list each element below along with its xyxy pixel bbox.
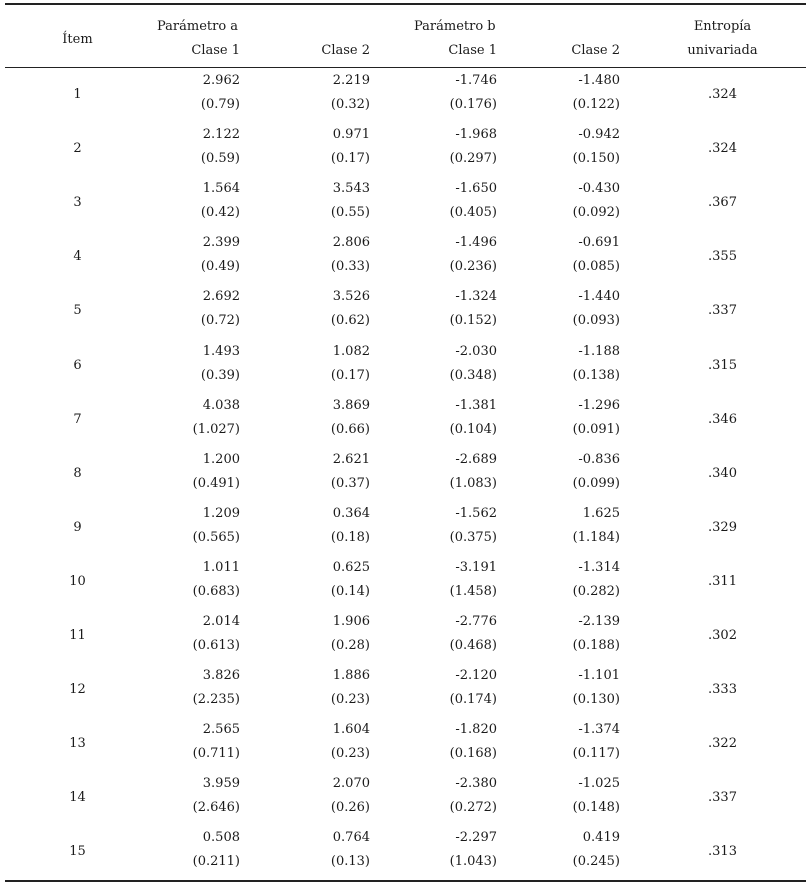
param-a-clase1-estimate: 0.508 — [202, 830, 240, 846]
param-a-clase2-std-error: (0.55) — [330, 205, 370, 221]
entropy-value: .333 — [708, 682, 737, 698]
param-b-clase1-estimate: -1.496 — [455, 235, 497, 251]
param-a-clase1-estimate: 4.038 — [202, 397, 240, 413]
param-a-clase1-estimate: 2.692 — [202, 289, 240, 305]
item-number: 1 — [73, 87, 82, 102]
param-b-clase2-std-error: (0.138) — [572, 367, 620, 383]
param-a-clase2-estimate: 2.070 — [332, 776, 370, 792]
param-a-clase1-std-error: (2.646) — [192, 800, 240, 816]
param-b-clase1-estimate: -2.776 — [455, 614, 497, 629]
param-b-clase2-estimate: -0.836 — [578, 451, 620, 467]
param-b-clase1-estimate: -1.324 — [455, 289, 497, 305]
header-entropy-line1: Entropía — [693, 19, 752, 34]
param-a-clase2-std-error: (0.33) — [330, 259, 370, 275]
table-row — [5, 556, 806, 610]
param-b-clase1-estimate: -2.380 — [455, 776, 497, 792]
param-a-clase2-std-error: (0.66) — [330, 421, 370, 437]
table-row — [5, 69, 806, 123]
table-row — [5, 231, 806, 285]
entropy-value: .329 — [708, 519, 737, 535]
param-a-clase2-std-error: (0.17) — [330, 151, 370, 167]
param-b-clase2-estimate: -1.025 — [578, 776, 620, 792]
param-b-clase2-std-error: (0.117) — [572, 746, 620, 762]
param-b-clase1-std-error: (0.272) — [449, 800, 497, 816]
entropy-value: .302 — [708, 628, 737, 643]
param-b-clase2-std-error: (0.282) — [572, 583, 620, 599]
param-b-clase1-estimate: -1.381 — [455, 397, 497, 413]
param-a-clase1-std-error: (0.491) — [192, 475, 240, 491]
entropy-value: .311 — [708, 573, 737, 589]
entropy-value: .324 — [708, 141, 737, 157]
item-number: 5 — [73, 303, 82, 319]
param-a-clase1-std-error: (0.211) — [192, 854, 240, 870]
param-a-clase1-std-error: (0.683) — [192, 583, 240, 599]
param-a-clase1-std-error: (0.565) — [192, 529, 240, 545]
param-b-clase1-std-error: (0.174) — [449, 692, 497, 708]
param-b-clase1-std-error: (0.348) — [449, 367, 497, 383]
param-a-clase2-estimate: 2.621 — [332, 451, 370, 467]
param-b-clase1-estimate: -1.746 — [455, 73, 497, 88]
param-a-clase2-std-error: (0.14) — [330, 583, 370, 599]
table-bottom-rule — [5, 880, 806, 882]
param-b-clase2-estimate: 1.625 — [582, 505, 620, 521]
table-row — [5, 177, 806, 231]
param-a-clase1-std-error: (0.59) — [200, 151, 240, 167]
param-b-clase1-std-error: (1.458) — [449, 583, 497, 599]
entropy-value: .367 — [708, 195, 737, 211]
item-number: 14 — [69, 790, 86, 806]
param-a-clase1-std-error: (0.711) — [192, 746, 240, 762]
param-a-clase2-estimate: 3.526 — [332, 289, 370, 305]
param-a-clase1-estimate: 1.200 — [202, 451, 240, 467]
param-a-clase1-estimate: 1.493 — [202, 343, 240, 359]
table-row — [5, 826, 806, 880]
item-number: 3 — [73, 195, 82, 211]
param-b-clase1-std-error: (0.152) — [449, 313, 497, 329]
table-row — [5, 285, 806, 339]
param-a-clase2-std-error: (0.23) — [330, 746, 370, 762]
param-a-clase2-std-error: (0.62) — [330, 313, 370, 329]
table-row — [5, 394, 806, 448]
header-b-clase1: Clase 1 — [448, 43, 497, 58]
param-b-clase2-estimate: 0.419 — [582, 830, 620, 846]
param-b-clase2-estimate: -1.314 — [578, 559, 620, 575]
param-b-clase1-estimate: -2.689 — [455, 451, 497, 467]
table-row — [5, 448, 806, 502]
param-a-clase1-estimate: 2.565 — [202, 722, 240, 738]
header-entropy-line2: univariada — [687, 43, 758, 58]
param-a-clase2-estimate: 0.764 — [332, 830, 370, 846]
param-a-clase2-estimate: 2.219 — [332, 73, 370, 88]
param-b-clase2-estimate: -1.480 — [578, 73, 620, 88]
header-b-clase2: Clase 2 — [571, 43, 620, 58]
item-number: 8 — [73, 465, 82, 481]
entropy-value: .346 — [708, 411, 737, 427]
param-a-clase1-std-error: (1.027) — [192, 421, 240, 437]
param-a-clase2-estimate: 0.625 — [332, 559, 370, 575]
param-b-clase2-estimate: -2.139 — [578, 614, 620, 629]
entropy-value: .340 — [708, 465, 737, 481]
param-b-clase1-std-error: (0.405) — [449, 205, 497, 221]
table-row — [5, 610, 806, 664]
param-b-clase2-std-error: (0.148) — [572, 800, 620, 816]
param-b-clase2-estimate: -1.188 — [578, 343, 620, 359]
param-a-clase2-std-error: (0.37) — [330, 475, 370, 491]
param-a-clase2-estimate: 2.806 — [332, 235, 370, 251]
param-b-clase2-std-error: (0.188) — [572, 638, 620, 653]
param-a-clase1-std-error: (0.49) — [200, 259, 240, 275]
entropy-value: .322 — [708, 736, 737, 752]
header-a-clase2: Clase 2 — [321, 43, 370, 58]
param-b-clase2-std-error: (0.092) — [572, 205, 620, 221]
param-a-clase2-std-error: (0.23) — [330, 692, 370, 708]
item-number: 6 — [73, 357, 82, 373]
param-a-clase2-estimate: 1.886 — [332, 668, 370, 684]
item-number: 11 — [69, 628, 86, 643]
item-number: 15 — [69, 844, 86, 860]
param-b-clase1-estimate: -2.120 — [455, 668, 497, 684]
param-a-clase2-estimate: 0.364 — [332, 505, 370, 521]
param-b-clase2-std-error: (0.099) — [572, 475, 620, 491]
header-item: Ítem — [62, 32, 93, 47]
param-a-clase1-estimate: 1.011 — [202, 559, 240, 575]
param-a-clase2-estimate: 1.082 — [332, 343, 370, 359]
table-top-rule — [5, 3, 806, 5]
param-a-clase1-std-error: (2.235) — [192, 692, 240, 708]
param-b-clase2-std-error: (0.091) — [572, 421, 620, 437]
param-b-clase1-std-error: (1.083) — [449, 475, 497, 491]
header-a-clase1: Clase 1 — [191, 43, 240, 58]
param-a-clase1-std-error: (0.42) — [200, 205, 240, 221]
param-b-clase1-std-error: (0.104) — [449, 421, 497, 437]
param-b-clase2-estimate: -1.374 — [578, 722, 620, 738]
param-a-clase1-estimate: 2.962 — [202, 73, 240, 88]
parameter-table — [5, 0, 806, 887]
param-a-clase1-estimate: 2.014 — [202, 614, 240, 629]
entropy-value: .313 — [708, 844, 737, 860]
header-param-b: Parámetro b — [414, 19, 496, 34]
param-b-clase2-std-error: (0.130) — [572, 692, 620, 708]
param-a-clase2-estimate: 3.543 — [332, 181, 370, 197]
header-rule — [5, 67, 806, 68]
param-b-clase2-std-error: (1.184) — [572, 529, 620, 545]
entropy-value: .324 — [708, 87, 737, 102]
item-number: 7 — [73, 411, 82, 427]
header-param-a: Parámetro a — [157, 19, 239, 34]
item-number: 4 — [73, 249, 82, 265]
param-a-clase1-estimate: 2.122 — [202, 127, 240, 143]
param-b-clase1-estimate: -3.191 — [455, 559, 497, 575]
entropy-value: .315 — [708, 357, 737, 373]
param-a-clase2-std-error: (0.28) — [330, 638, 370, 653]
entropy-value: .337 — [708, 790, 737, 806]
entropy-value: .355 — [708, 249, 737, 265]
param-b-clase1-estimate: -1.650 — [455, 181, 497, 197]
param-b-clase1-estimate: -2.030 — [455, 343, 497, 359]
param-a-clase1-std-error: (0.613) — [192, 638, 240, 653]
param-b-clase1-std-error: (0.375) — [449, 529, 497, 545]
param-b-clase1-estimate: -2.297 — [455, 830, 497, 846]
param-b-clase2-std-error: (0.245) — [572, 854, 620, 870]
param-b-clase1-std-error: (0.168) — [449, 746, 497, 762]
param-b-clase2-estimate: -0.430 — [578, 181, 620, 197]
param-b-clase1-estimate: -1.820 — [455, 722, 497, 738]
param-b-clase2-std-error: (0.122) — [572, 97, 620, 112]
param-b-clase1-std-error: (0.236) — [449, 259, 497, 275]
param-a-clase2-std-error: (0.26) — [330, 800, 370, 816]
param-b-clase1-std-error: (0.176) — [449, 97, 497, 112]
param-b-clase1-std-error: (0.468) — [449, 638, 497, 653]
param-a-clase2-std-error: (0.13) — [330, 854, 370, 870]
param-b-clase2-estimate: -1.440 — [578, 289, 620, 305]
param-b-clase1-estimate: -1.968 — [455, 127, 497, 143]
param-a-clase1-estimate: 2.399 — [202, 235, 240, 251]
param-b-clase2-estimate: -1.296 — [578, 397, 620, 413]
param-b-clase2-estimate: -1.101 — [578, 668, 620, 684]
param-a-clase2-std-error: (0.32) — [330, 97, 370, 112]
item-number: 13 — [69, 736, 86, 752]
param-b-clase2-std-error: (0.150) — [572, 151, 620, 167]
param-a-clase2-estimate: 1.906 — [332, 614, 370, 629]
item-number: 12 — [69, 682, 86, 698]
param-a-clase2-std-error: (0.18) — [330, 529, 370, 545]
param-a-clase1-std-error: (0.79) — [200, 97, 240, 112]
item-number: 9 — [73, 519, 82, 535]
param-a-clase1-std-error: (0.39) — [200, 367, 240, 383]
param-a-clase1-estimate: 1.564 — [202, 181, 240, 197]
param-a-clase1-estimate: 3.959 — [202, 776, 240, 792]
item-number: 2 — [73, 141, 82, 157]
table-row — [5, 718, 806, 772]
table-row — [5, 664, 806, 718]
param-b-clase1-std-error: (0.297) — [449, 151, 497, 167]
param-b-clase2-estimate: -0.691 — [578, 235, 620, 251]
entropy-value: .337 — [708, 303, 737, 319]
table-row — [5, 340, 806, 394]
table-row — [5, 123, 806, 177]
param-b-clase2-std-error: (0.093) — [572, 313, 620, 329]
param-a-clase2-std-error: (0.17) — [330, 367, 370, 383]
param-a-clase2-estimate: 1.604 — [332, 722, 370, 738]
param-a-clase1-estimate: 1.209 — [202, 505, 240, 521]
param-b-clase1-estimate: -1.562 — [455, 505, 497, 521]
param-b-clase2-estimate: -0.942 — [578, 127, 620, 143]
param-a-clase1-std-error: (0.72) — [200, 313, 240, 329]
table-row — [5, 502, 806, 556]
param-b-clase1-std-error: (1.043) — [449, 854, 497, 870]
table-row — [5, 772, 806, 826]
param-a-clase2-estimate: 0.971 — [332, 127, 370, 143]
param-a-clase1-estimate: 3.826 — [202, 668, 240, 684]
param-b-clase2-std-error: (0.085) — [572, 259, 620, 275]
param-a-clase2-estimate: 3.869 — [332, 397, 370, 413]
item-number: 10 — [69, 573, 86, 589]
